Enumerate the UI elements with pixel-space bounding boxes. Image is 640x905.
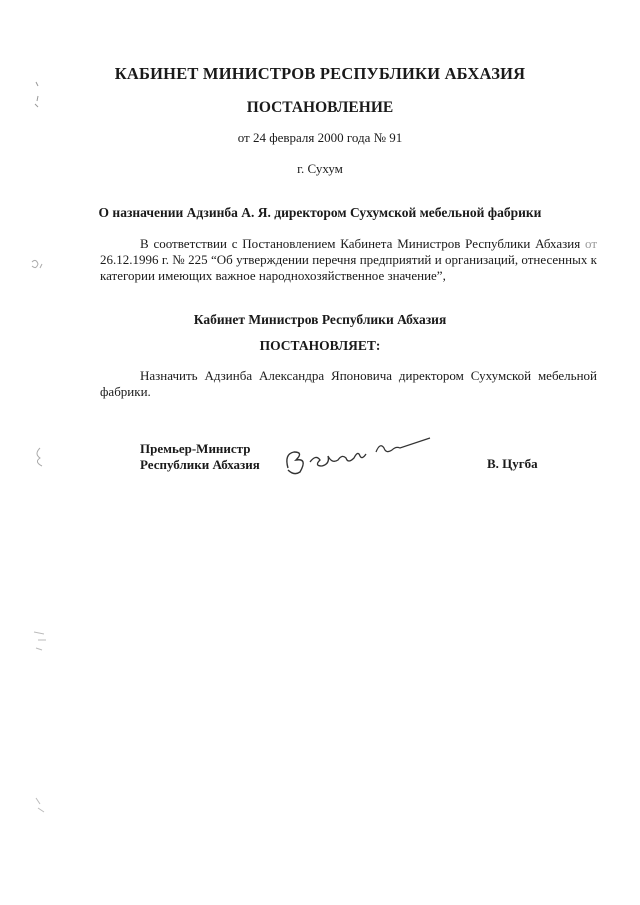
organization-title: КАБИНЕТ МИНИСТРОВ РЕСПУБЛИКИ АБХАЗИЯ bbox=[114, 64, 526, 83]
signatory-title-line-1: Премьер-Министр bbox=[140, 441, 251, 456]
document-place: г. Сухум bbox=[297, 161, 343, 176]
document-subject: О назначении Адзинба А. Я. директором Сухумской мебельной фабрики bbox=[98, 205, 542, 220]
resolves-heading: ПОСТАНОВЛЯЕТ: bbox=[259, 338, 381, 353]
document-type-heading: ПОСТАНОВЛЕНИЕ bbox=[246, 99, 394, 116]
signatory-name: В. Цугба bbox=[487, 456, 538, 471]
intro-main-text: В соответствии с Постановлением Кабинета Министров Республики Абхазия bbox=[140, 236, 581, 251]
handwritten-signature bbox=[280, 430, 440, 480]
document-date-number: от 24 февраля 2000 года № 91 bbox=[237, 130, 403, 145]
intro-paragraph bbox=[100, 236, 597, 284]
signatory-title bbox=[140, 441, 260, 473]
signatory-title-line-2: Республики Абхазия bbox=[140, 457, 260, 472]
order-paragraph: Назначить Адзинба Александра Японовича директором Сухумской мебельной фабрики. bbox=[100, 368, 597, 399]
intro-faded-text: от bbox=[580, 236, 598, 251]
cabinet-line: Кабинет Министров Республики Абхазия bbox=[193, 312, 447, 327]
intro-rest-text: 26.12.1996 г. № 225 “Об утверждении перечня предприятий и организаций, отнесенных к категории имеющих важное народнохозяйственное значение”, bbox=[100, 252, 597, 283]
